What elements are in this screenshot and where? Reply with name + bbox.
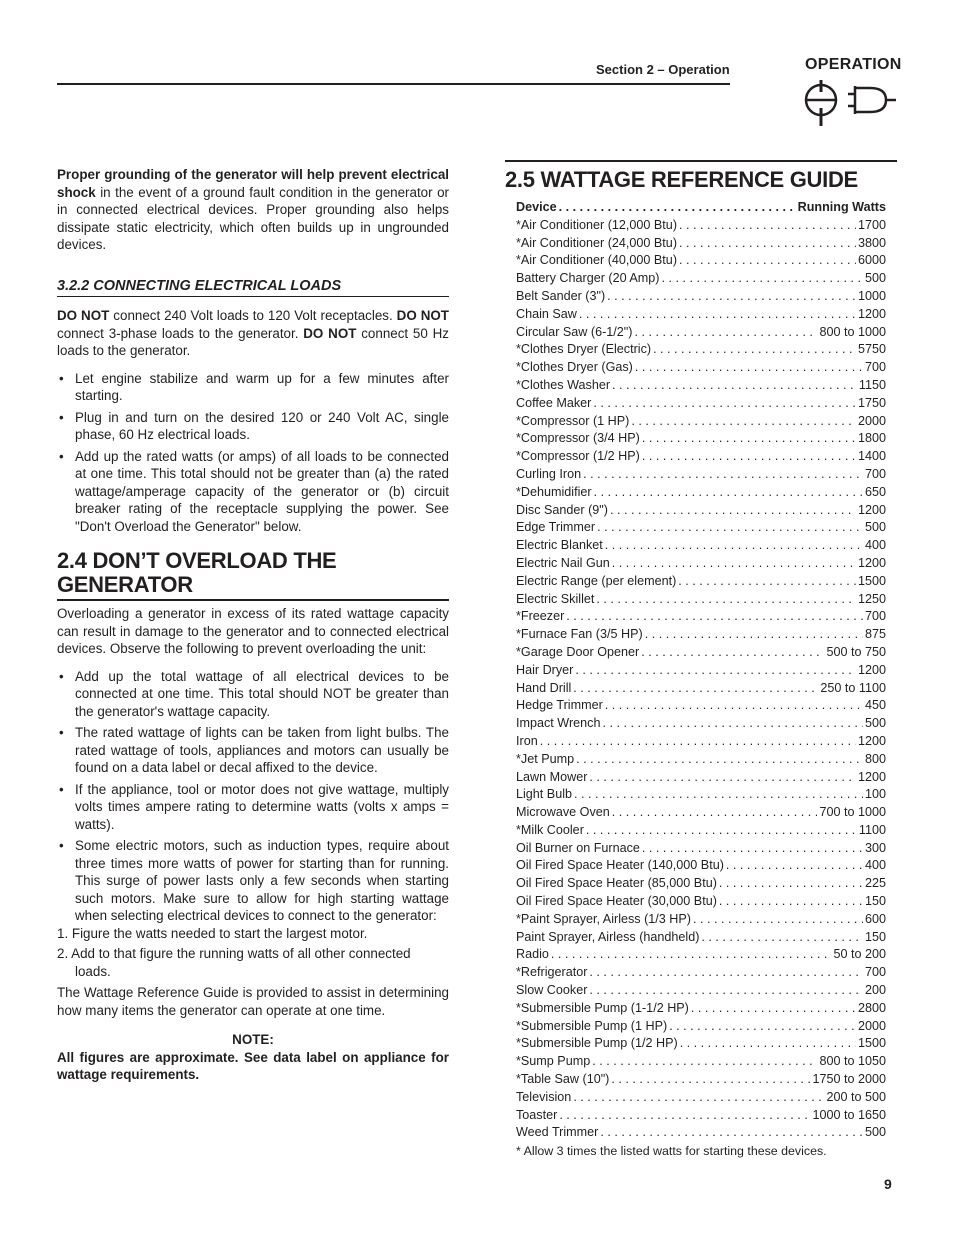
table-header: [516, 199, 886, 217]
running-watts: 500: [864, 1125, 886, 1140]
running-watts: 450: [864, 698, 886, 713]
running-watts: 800: [864, 751, 886, 766]
leader-dots: [566, 608, 863, 626]
grounding-paragraph: [57, 166, 449, 254]
running-watts: 2800: [857, 1000, 886, 1015]
running-watts: 1750 to 2000: [812, 1072, 886, 1087]
device-name: Electric Blanket: [516, 538, 603, 553]
wattage-table: [516, 199, 886, 1142]
leader-dots: [589, 964, 863, 982]
running-watts: 600: [864, 911, 886, 926]
running-watts: 1100: [858, 822, 886, 837]
running-watts: 1500: [857, 1036, 886, 1051]
running-watts: 300: [864, 840, 886, 855]
connecting-loads-list: [57, 370, 449, 536]
running-watts: 500: [864, 520, 886, 535]
running-watts: 1700: [857, 217, 886, 232]
table-row: [516, 733, 886, 751]
device-name: Circular Saw (6-1/2"): [516, 324, 633, 339]
table-row: [516, 626, 886, 644]
leader-dots: [631, 413, 856, 431]
leader-dots: [600, 1124, 863, 1142]
running-watts: 100: [864, 787, 886, 802]
leader-dots: [605, 537, 863, 555]
device-name: *Jet Pump: [516, 751, 575, 766]
running-watts: 1500: [857, 573, 886, 588]
device-name: Hand Drill: [516, 680, 572, 695]
device-name: *Submersible Pump (1-1/2 HP): [516, 1000, 689, 1015]
device-name: *Air Conditioner (12,000 Btu): [516, 217, 678, 232]
running-watts: 3800: [857, 235, 886, 250]
table-row: [516, 395, 886, 413]
leader-dots: [678, 573, 856, 591]
table-row: [516, 270, 886, 288]
table-row: [516, 341, 886, 359]
device-name: *Clothes Dryer (Gas): [516, 360, 633, 375]
list-item: • Add up the rated watts (or amps) of all loads to be connected at one time. This total should not be greater than (a) the rated wattage/amperage capacity of the generator or (b) circuit breaker rating of the receptacle supplying the power. See "Don't Overload the Generator" below.: [59, 448, 449, 534]
leader-dots: [611, 1071, 810, 1089]
device-name: Slow Cooker: [516, 983, 588, 998]
table-row: [516, 644, 886, 662]
table-row: [516, 982, 886, 1000]
leader-dots: [551, 946, 832, 964]
running-watts: 1400: [857, 449, 886, 464]
running-watts: 700 to 1000: [819, 805, 886, 820]
running-watts: 6000: [857, 253, 886, 268]
table-row: [516, 946, 886, 964]
list-item-text: Some electric motors, such as induction types, require about three times more watts of power for starting than for running. This surge of power lasts only a few seconds when starting such motors. Make sure to allow for high starting wattage when selecting electrical devices to connect to the generator:: [75, 838, 449, 923]
table-row: [516, 359, 886, 377]
leader-dots: [593, 395, 856, 413]
table-row: [516, 1071, 886, 1089]
leader-dots: [679, 217, 856, 235]
device-name: *Submersible Pump (1/2 HP): [516, 1036, 678, 1051]
running-watts: 500 to 750: [826, 644, 886, 659]
guide-rule: [505, 160, 897, 162]
leader-dots: [693, 911, 863, 929]
list-item-text: Add up the rated watts (or amps) of all loads to be connected at one time. This total should not be greater than (a) the rated wattage/amperage capacity of the generator or (b) circuit breaker rating of the receptacle supplying the power. See "Don't Overload the Generator" below.: [75, 448, 449, 534]
table-row: [516, 519, 886, 537]
device-name: *Compressor (3/4 HP): [516, 431, 640, 446]
leader-dots: [576, 751, 863, 769]
device-name: Electric Range (per element): [516, 573, 677, 588]
leader-dots: [701, 929, 863, 947]
leader-dots: [574, 786, 863, 804]
running-watts: 150: [864, 894, 886, 909]
device-name: Electric Skillet: [516, 591, 595, 606]
device-name: *Submersible Pump (1 HP): [516, 1018, 668, 1033]
leader-dots: [719, 875, 863, 893]
table-row: [516, 377, 886, 395]
table-row: [516, 1035, 886, 1053]
leader-dots: [642, 840, 863, 858]
leader-dots: [596, 591, 856, 609]
device-name: *Refrigerator: [516, 965, 588, 980]
do-not-2: DO NOT: [396, 308, 449, 323]
device-name: *Compressor (1 HP): [516, 413, 630, 428]
table-row: [516, 573, 886, 591]
table-row: [516, 466, 886, 484]
leader-dots: [575, 662, 856, 680]
device-name: *Sump Pump: [516, 1054, 591, 1069]
table-row: [516, 911, 886, 929]
table-row: [516, 608, 886, 626]
leader-dots: [642, 448, 856, 466]
running-watts: 875: [864, 627, 886, 642]
list-item-text: If the appliance, tool or motor does not give wattage, multiply volts times ampere rating to determine watts (volts x amps = watts).: [75, 781, 449, 832]
list-item-text: Let engine stabilize and warm up for a few minutes after starting.: [75, 370, 449, 403]
list-item-text: The rated wattage of lights can be taken from light bulbs. The rated wattage of tools, appliances and motors can usually be found on a data label or decal affixed to the device.: [75, 725, 449, 775]
device-name: *Air Conditioner (24,000 Btu): [516, 235, 678, 250]
device-name: Toaster: [516, 1107, 558, 1122]
table-row: [516, 591, 886, 609]
running-watts: 500: [864, 716, 886, 731]
leader-dots: [583, 466, 863, 484]
leader-dots: [612, 804, 818, 822]
leader-dots: [645, 626, 863, 644]
device-name: Television: [516, 1089, 572, 1104]
list-item-text: Plug in and turn on the desired 120 or 240 Volt AC, single phase, 60 Hz electrical loads.: [75, 409, 449, 442]
device-name: *Milk Cooler: [516, 822, 584, 837]
leader-dots: [679, 252, 856, 270]
running-watts: 200: [864, 983, 886, 998]
running-watts: 1200: [857, 306, 886, 321]
table-row: [516, 217, 886, 235]
running-watts: 700: [864, 965, 886, 980]
device-name: *Table Saw (10"): [516, 1072, 610, 1087]
table-row: [516, 1107, 886, 1125]
list-item-text: Add up the total wattage of all electrical devices to be connected at one time. This total should NOT be greater than the generator's wattage capacity.: [75, 668, 449, 719]
running-watts: 1750: [857, 395, 886, 410]
device-name: Hedge Trimmer: [516, 698, 603, 713]
leader-dots: [559, 199, 796, 217]
running-watts: 1150: [858, 377, 886, 392]
table-row: [516, 324, 886, 342]
device-name: Paint Sprayer, Airless (handheld): [516, 929, 700, 944]
header-rule: [57, 83, 730, 85]
leader-dots: [559, 1107, 810, 1125]
device-name: *Dehumidifier: [516, 484, 592, 499]
table-row: [516, 786, 886, 804]
leader-dots: [691, 1000, 856, 1018]
device-name: Chain Saw: [516, 306, 577, 321]
running-watts: 400: [864, 538, 886, 553]
list-item: • Plug in and turn on the desired 120 or 240 Volt AC, single phase, 60 Hz electrical loads.: [59, 409, 449, 442]
running-watts: 150: [864, 929, 886, 944]
running-watts: 700: [864, 609, 886, 624]
leader-dots: [612, 555, 856, 573]
table-row: [516, 893, 886, 911]
device-name: *Clothes Dryer (Electric): [516, 342, 652, 357]
running-watts: 650: [864, 484, 886, 499]
list-item: • Let engine stabilize and warm up for a few minutes after starting.: [59, 370, 449, 403]
running-watts: 2000: [857, 1018, 886, 1033]
table-row: [516, 252, 886, 270]
device-name: Battery Charger (20 Amp): [516, 271, 660, 286]
table-row: [516, 288, 886, 306]
table-row: [516, 964, 886, 982]
device-column-header: Device: [516, 200, 557, 214]
running-watts: 1800: [857, 431, 886, 446]
table-row: [516, 484, 886, 502]
leader-dots: [540, 733, 856, 751]
device-name: *Clothes Washer: [516, 377, 611, 392]
table-row: [516, 1089, 886, 1107]
leader-dots: [641, 644, 824, 662]
leader-dots: [597, 519, 863, 537]
connecting-loads-heading: 3.2.2 CONNECTING ELECTRICAL LOADS: [57, 278, 449, 298]
device-name: Disc Sander (9"): [516, 502, 608, 517]
table-row: [516, 751, 886, 769]
guide-footnote: * Allow 3 times the listed watts for starting these devices.: [516, 1144, 827, 1159]
leader-dots: [635, 359, 863, 377]
leader-dots: [573, 1089, 824, 1107]
device-name: Impact Wrench: [516, 716, 601, 731]
leader-dots: [589, 982, 863, 1000]
table-row: [516, 875, 886, 893]
leader-dots: [602, 715, 863, 733]
do-not-text-1: connect 240 Volt loads to 120 Volt receptacles.: [109, 308, 397, 323]
leader-dots: [605, 697, 863, 715]
grounding-text: in the event of a ground fault condition in the generator or in connected electrical devices. Proper grounding also helps dissipate static electricity, which often builds up in ungrounded devices.: [57, 184, 449, 252]
table-row: [516, 1124, 886, 1142]
numbered-steps: [57, 925, 449, 981]
device-name: Light Bulb: [516, 787, 573, 802]
running-watts: 200 to 500: [826, 1089, 886, 1104]
running-watts: 250 to 1100: [820, 680, 886, 695]
running-watts: 225: [864, 876, 886, 891]
running-watts: 1200: [857, 769, 886, 784]
leader-dots: [579, 306, 856, 324]
leader-dots: [634, 324, 817, 342]
device-name: *Air Conditioner (40,000 Btu): [516, 253, 678, 268]
running-watts: 5750: [857, 342, 886, 357]
watts-column-header: Running Watts: [797, 200, 886, 214]
running-watts: 400: [864, 858, 886, 873]
device-name: *Furnace Fan (3/5 HP): [516, 627, 643, 642]
running-watts: 800 to 1050: [819, 1054, 886, 1069]
table-row: [516, 448, 886, 466]
running-watts: 2000: [857, 413, 886, 428]
guide-intro: The Wattage Reference Guide is provided to assist in determining how many items the generator can operate at one time.: [57, 985, 449, 1018]
device-name: Iron: [516, 733, 538, 748]
table-row: [516, 555, 886, 573]
device-name: Oil Fired Space Heater (30,000 Btu): [516, 894, 717, 909]
device-name: Oil Fired Space Heater (85,000 Btu): [516, 876, 717, 891]
section-header: Section 2 – Operation: [596, 62, 730, 77]
running-watts: 500: [864, 271, 886, 286]
device-name: Radio: [516, 947, 549, 962]
running-watts: 1000: [857, 288, 886, 303]
do-not-3: DO NOT: [303, 325, 357, 341]
do-not-paragraph: [57, 307, 449, 360]
list-item: • The rated wattage of lights can be taken from light bulbs. The rated wattage of tools, appliances and motors can usually be found on a data label or decal affixed to the device.: [59, 725, 449, 775]
device-name: Electric Nail Gun: [516, 555, 610, 570]
table-row: [516, 413, 886, 431]
running-watts: 700: [864, 466, 886, 481]
list-item: • If the appliance, tool or motor does not give wattage, multiply volts times ampere rating to determine watts (volts x amps = watts).: [59, 781, 449, 832]
running-watts: 50 to 200: [833, 947, 886, 962]
table-row: [516, 662, 886, 680]
device-name: Curling Iron: [516, 466, 582, 481]
table-row: [516, 1018, 886, 1036]
device-name: Lawn Mower: [516, 769, 588, 784]
leader-dots: [594, 484, 863, 502]
leader-dots: [589, 769, 856, 787]
overload-list: [57, 668, 449, 925]
device-name: *Paint Sprayer, Airless (1/3 HP): [516, 911, 691, 926]
table-row: [516, 430, 886, 448]
device-name: *Garage Door Opener: [516, 644, 640, 659]
list-item: • Some electric motors, such as induction types, require about three times more watts of power for starting than for running. This surge of power lasts only a few seconds when starting such motors. Make sure to allow for high starting wattage when selecting electrical devices to connect to the generator:: [59, 838, 449, 923]
leader-dots: [726, 857, 863, 875]
table-row: [516, 1000, 886, 1018]
guide-title: 2.5 WATTAGE REFERENCE GUIDE: [505, 167, 858, 192]
table-row: [516, 822, 886, 840]
do-not-text-3: connect 50 Hz loads to the generator.: [57, 325, 450, 358]
do-not-text-2: connect 3-phase loads to the generator.: [57, 325, 304, 341]
leader-dots: [653, 341, 856, 359]
table-row: [516, 840, 886, 858]
grounding-bold-text: Proper grounding of the generator will help prevent electrical shock: [57, 167, 449, 200]
running-watts: 1000 to 1650: [812, 1107, 886, 1122]
device-name: Weed Trimmer: [516, 1125, 599, 1140]
numbered-step: 2. Add to that figure the running watts of all other connected loads.: [57, 946, 411, 979]
page-number: 9: [884, 1176, 892, 1192]
running-watts: 800 to 1000: [819, 324, 886, 339]
device-name: Microwave Oven: [516, 805, 610, 820]
table-row: [516, 929, 886, 947]
device-name: Oil Burner on Furnace: [516, 840, 640, 855]
leader-dots: [719, 893, 863, 911]
overload-intro: Overloading a generator in excess of its rated wattage capacity can result in damage to the generator and to connected electrical devices. Observe the following to prevent overloading the unit:: [57, 606, 449, 656]
running-watts: 700: [864, 360, 886, 375]
running-watts: 1200: [857, 662, 886, 677]
operation-label: OPERATION: [805, 56, 902, 73]
running-watts: 1200: [857, 555, 886, 570]
leader-dots: [610, 502, 856, 520]
leader-dots: [642, 430, 856, 448]
do-not-1: DO NOT: [57, 308, 110, 323]
table-row: [516, 697, 886, 715]
left-column: [57, 166, 449, 1084]
device-name: Edge Trimmer: [516, 520, 596, 535]
running-watts: 1200: [857, 733, 886, 748]
table-row: [516, 235, 886, 253]
table-row: [516, 1053, 886, 1071]
leader-dots: [662, 270, 863, 288]
device-name: Belt Sander (3"): [516, 288, 606, 303]
plug-icon: [800, 78, 898, 130]
numbered-step: 1. Figure the watts needed to start the largest motor.: [57, 925, 368, 941]
table-row: [516, 306, 886, 324]
leader-dots: [612, 377, 857, 395]
device-name: Oil Fired Space Heater (140,000 Btu): [516, 858, 724, 873]
leader-dots: [573, 680, 818, 698]
overload-heading: 2.4 DON’T OVERLOAD THE GENERATOR: [57, 549, 449, 601]
device-name: Coffee Maker: [516, 395, 592, 410]
device-name: Hair Dryer: [516, 662, 574, 677]
table-row: [516, 680, 886, 698]
running-watts: 1250: [857, 591, 886, 606]
device-name: *Compressor (1/2 HP): [516, 449, 640, 464]
table-row: [516, 502, 886, 520]
device-name: *Freezer: [516, 609, 565, 624]
table-row: [516, 769, 886, 787]
table-row: [516, 804, 886, 822]
table-row: [516, 537, 886, 555]
leader-dots: [680, 1035, 856, 1053]
leader-dots: [679, 235, 856, 253]
wattage-guide: [505, 160, 897, 1158]
table-row: [516, 715, 886, 733]
leader-dots: [669, 1018, 856, 1036]
leader-dots: [592, 1053, 817, 1071]
note-title: NOTE:: [232, 1032, 274, 1047]
running-watts: 1200: [857, 502, 886, 517]
note-text: All figures are approximate. See data label on appliance for wattage requirements.: [57, 1049, 449, 1082]
leader-dots: [586, 822, 857, 840]
table-row: [516, 857, 886, 875]
leader-dots: [607, 288, 856, 306]
list-item: • Add up the total wattage of all electrical devices to be connected at one time. This total should NOT be greater than the generator's wattage capacity.: [59, 668, 449, 719]
